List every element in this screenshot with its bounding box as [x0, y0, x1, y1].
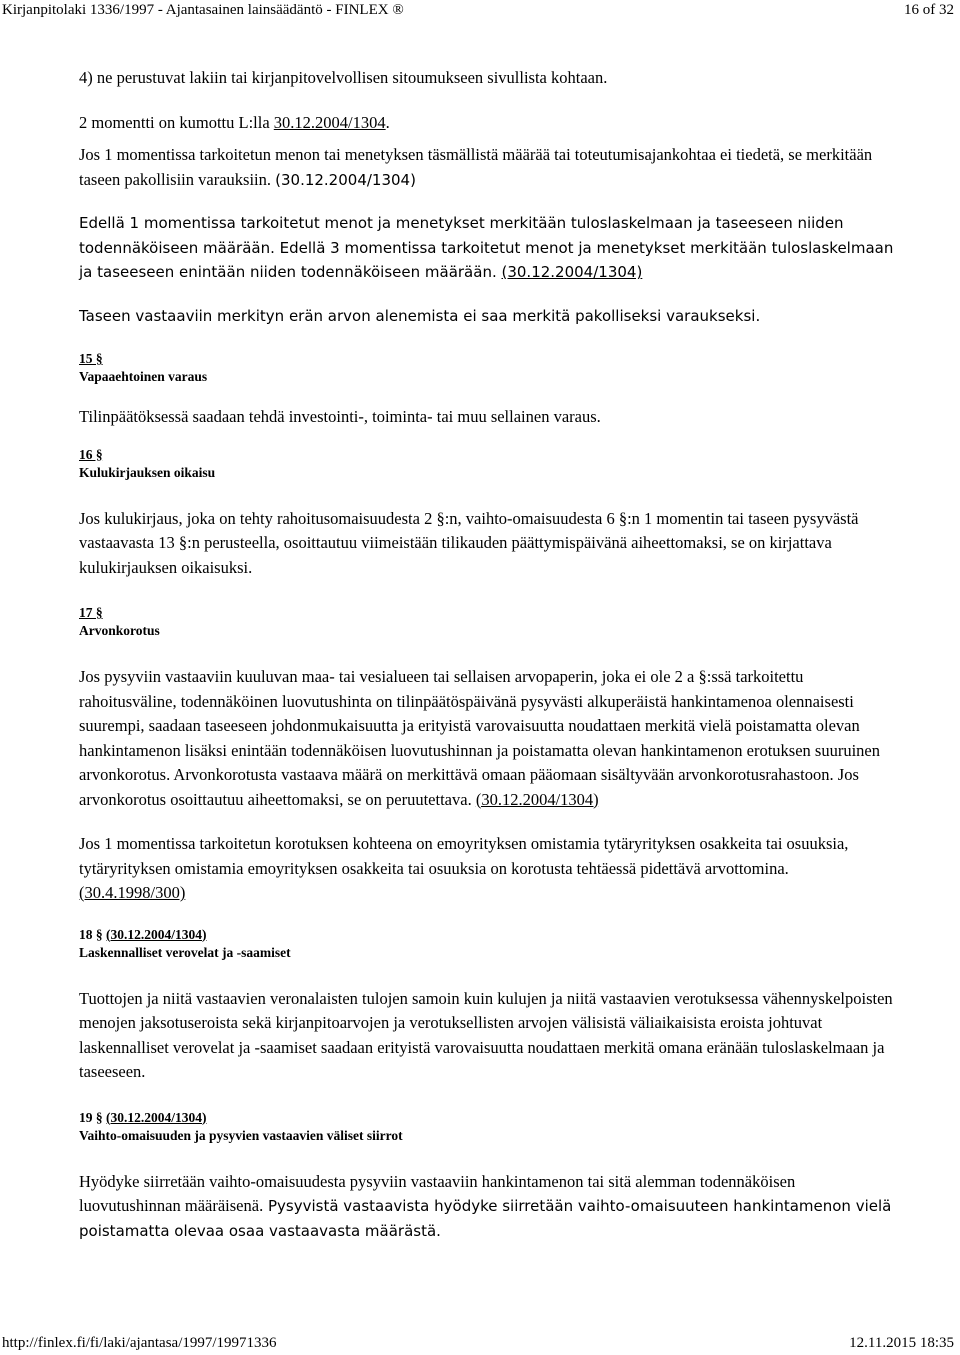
page-header-title: Kirjanpitolaki 1336/1997 - Ajantasainen lainsäädäntö - FINLEX ®: [2, 2, 404, 18]
section-number: [79, 350, 899, 368]
paragraph: [79, 143, 899, 192]
section-link[interactable]: 17 §: [79, 605, 103, 620]
text: 4) ne perustuvat lakiin tai kirjanpitovelvollisen sitoumukseen sivullista kohtaan.: [79, 68, 608, 87]
page-header-pagenum: 16 of 32: [904, 2, 954, 18]
paragraph: Tuottojen ja niitä vastaavien veronalaisten tulojen samoin kuin kulujen ja niitä vastaavien verotuksessa vähennyskelpoisten menojen jaksotuseroista sekä kirjanpitoarvojen ja verotuksellisten arvojen välisistä väliaikaisista eroista johtuvat laskennalliset verovelat ja -saamiset saadaan erityistä varovaisuutta noudattaen merkitä omana eränään tuloslaskelmaan ja taseeseen.: [79, 988, 893, 1081]
text: Edellä 3 momentissa tarkoitetut menot ja menetykset merkitään tuloslaskelmaan ja taseeseen enintään niiden todennäköiseen määrään.: [79, 238, 894, 281]
paragraph: [79, 1170, 899, 1244]
paragraph: Jos kulukirjaus, joka on tehty rahoitusomaisuudesta 2 §:n, vaihto-omaisuudesta 6 §:n 1 momentin tai taseen pysyvästä vastaavasta 13 §:n perusteella, osoittautuu viimeistään tilikauden päättymispäivänä aiheettomaksi, se on kirjattava kulukirjauksen oikaisuksi.: [79, 508, 859, 577]
amendment-ref: (30.12.2004/1304): [275, 170, 416, 189]
paragraph: [79, 211, 899, 285]
text: Jos 1 momentissa tarkoitetun korotuksen kohteena on emoyrityksen omistamia tytäryrityksen osakkeita tai osuuksia, tytäryrityksen omistamia emoyrityksen osakkeita tai osuuksia on korotusta tehtäessä pidettävä arvottomina.: [79, 834, 849, 878]
amendment-link[interactable]: 30.12.2004/1304: [273, 112, 386, 132]
page-footer-datetime: 12.11.2015 18:35: [849, 1335, 954, 1351]
paragraph: [79, 66, 899, 91]
section-title: Vapaaehtoinen varaus: [79, 369, 208, 384]
amendment-link[interactable]: (30.12.2004/1304): [475, 789, 599, 809]
section-title: Arvonkorotus: [79, 623, 160, 638]
amendment-link[interactable]: (30.12.2004/1304): [501, 263, 643, 281]
page-footer-url: http://finlex.fi/fi/laki/ajantasa/1997/19971336: [2, 1335, 277, 1351]
paragraph: [79, 665, 899, 812]
text: Taseen vastaaviin merkityn erän arvon alenemista ei saa merkitä pakolliseksi varaukseksi.: [79, 306, 761, 325]
text: Jos pysyviin vastaaviin kuuluvan maa- tai vesialueen tai sellaisen arvopaperin, joka ei ole 2 a §:ssä tarkoitettu rahoitusväline, todennäköinen luovutushinta on tilinpäätöspäivänä pysyvästi alkuperäistä hankintamenoa olennaisesti suurempi, saadaan taseeseen johdonmukaisuutta ja erityistä varovaisuutta noudattaen merkitä vielä poistamatta olevan hankintamenon lisäksi enintään todennäköisen luovutushinnan ja poistamatta olevan hankintamenon erotuksen suuruinen arvonkorotus. Arvonkorotusta vastaava määrä on merkittävä omaan pääomaan sisältyvään arvonkorotusrahastoon. Jos arvonkorotus osoittautuu aiheettomaksi, se on peruutettava.: [79, 667, 880, 809]
paragraph: [79, 304, 899, 329]
paragraph: [79, 832, 899, 906]
section-link[interactable]: 15 §: [79, 351, 103, 366]
amendment-link[interactable]: (30.4.1998/300): [79, 883, 186, 902]
text: 2 momentti on kumottu L:lla: [79, 112, 274, 132]
paragraph: Tilinpäätöksessä saadaan tehdä investointi-, toiminta- tai muu sellainen varaus.: [79, 407, 601, 426]
section-title: Kulukirjauksen oikaisu: [79, 464, 216, 480]
section-num-text: 19 §: [79, 1109, 106, 1125]
section-number: [79, 1109, 899, 1127]
document-body: [79, 66, 899, 1243]
section-link[interactable]: 16 §: [79, 446, 103, 462]
text: Jos 1 momentissa tarkoitetun menon tai menetyksen täsmällistä määrää tai toteutumisajankohtaa ei tiedetä, se merkitään taseen pakollisiin varauksiin.: [79, 145, 873, 189]
section-title: Vaihto-omaisuuden ja pysyvien vastaavien väliset siirrot: [79, 1127, 403, 1143]
section-number: [79, 446, 899, 464]
text: Hyödyke siirretään vaihto-omaisuudesta pysyviin vastaaviin hankintamenon tai sitä alemman todennäköisen luovutushinnan määräisenä.: [79, 1171, 796, 1215]
section-number: [79, 604, 899, 622]
text: Edellä 1 momentissa tarkoitetut menot ja menetykset merkitään tuloslaskelmaan ja taseeseen niiden todennäköiseen määrään.: [79, 214, 844, 257]
paragraph: [79, 111, 899, 136]
section-title: Laskennalliset verovelat ja -saamiset: [79, 944, 291, 960]
amendment-link[interactable]: (30.12.2004/1304): [106, 926, 207, 942]
section-num-text: 18 §: [79, 926, 106, 942]
text: Pysyvistä vastaavista hyödyke siirretään vaihto-omaisuuteen hankintamenon vielä poistamatta olevaa osaa vastaavasta määrästä.: [79, 1197, 892, 1240]
amendment-link[interactable]: (30.12.2004/1304): [106, 1109, 207, 1125]
text: .: [385, 112, 390, 132]
section-number: [79, 926, 899, 944]
